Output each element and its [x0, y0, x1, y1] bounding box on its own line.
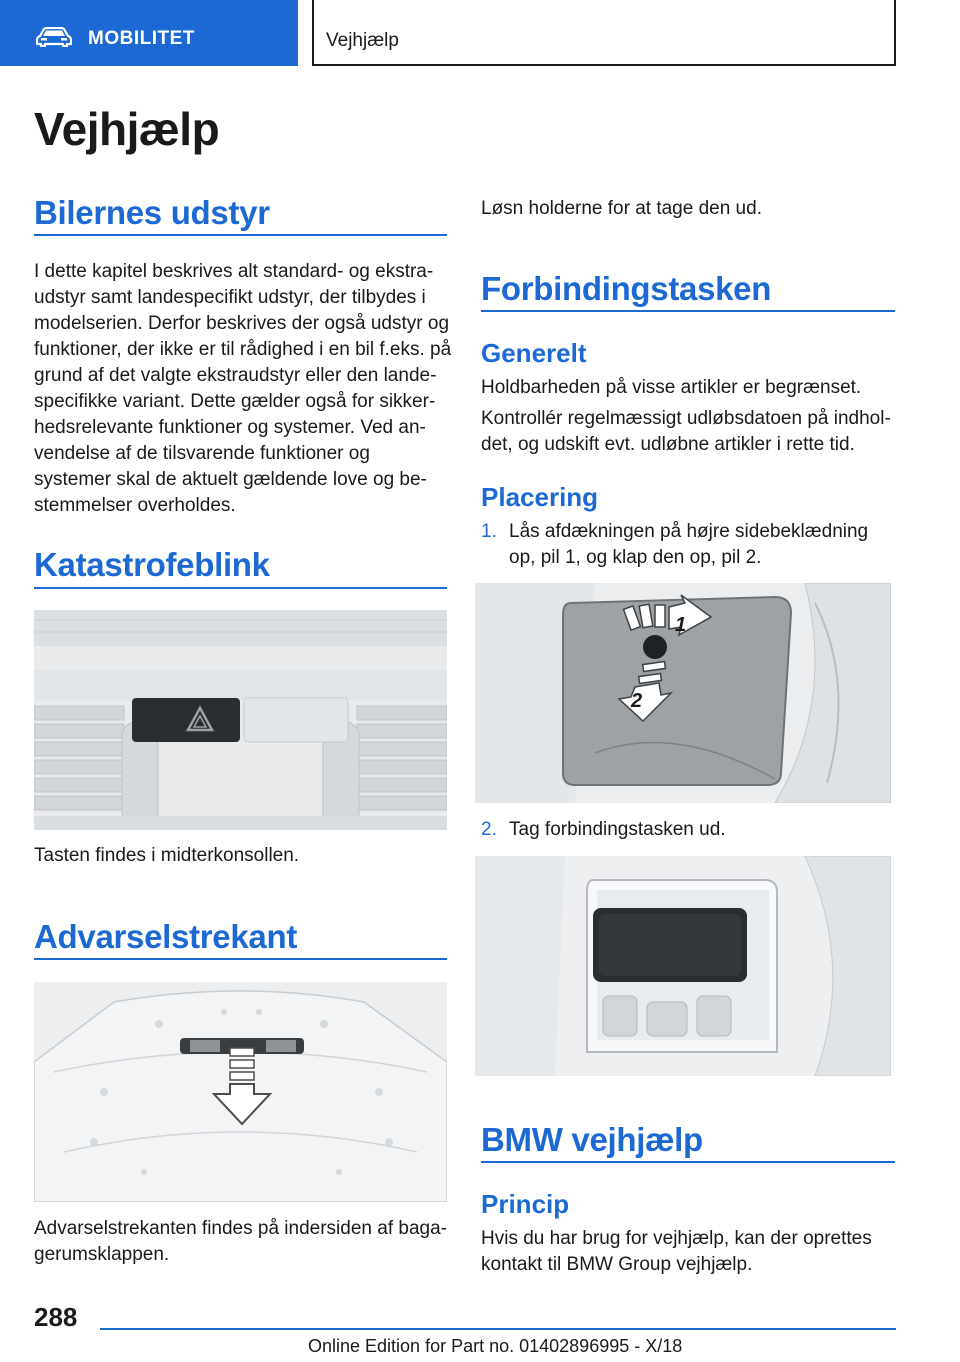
text-line: gerumsklappen.	[34, 1244, 170, 1265]
paragraph-holdbarhed: Holdbarheden på visse artikler er begrænset.	[481, 377, 862, 398]
heading-placering: Placering	[481, 482, 599, 512]
text-line: I dette kapitel beskrives alt standard- og ekstra-	[34, 261, 434, 282]
step-1-text	[509, 519, 899, 571]
heading-katastrofeblink: Katastrofeblink	[34, 546, 270, 583]
heading-generelt: Generelt	[481, 338, 587, 368]
section-tab-label: MOBILITET	[88, 28, 195, 49]
footer-edition: Online Edition for Part no. 01402896995 - X/18	[308, 1336, 683, 1356]
step-number: 2.	[481, 819, 497, 840]
section-tab[interactable]	[0, 0, 298, 66]
text-line: Hvis du har brug for vejhjælp, kan der oprettes	[481, 1228, 872, 1249]
text-line: Kontrollér regelmæssigt udløbsdatoen på indhol-	[481, 408, 891, 429]
text-line: systemer skal de aktuelt gældende love og be-	[34, 469, 427, 490]
paragraph-princip	[481, 1226, 901, 1278]
hazard-button-illustration	[34, 610, 447, 830]
first-aid-kit-illustration	[475, 856, 891, 1076]
text-line: op, pil 1, og klap den op, pil 2.	[509, 547, 762, 568]
footer-rule	[100, 1328, 896, 1330]
heading-rule	[481, 310, 895, 312]
breadcrumb-label: Vejhjælp	[326, 30, 399, 51]
heading-rule	[34, 234, 447, 236]
text-line: vendelse af de tilsvarende funktioner og	[34, 443, 370, 464]
figure-label-2: 2	[631, 690, 643, 712]
step-2-text: Tag forbindingstasken ud.	[509, 819, 726, 840]
caption-katastrofeblink: Tasten findes i midterkonsollen.	[34, 845, 300, 866]
heading-advarselstrekant: Advarselstrekant	[34, 918, 298, 955]
text-line: Lås afdækningen på højre sidebeklædning	[509, 521, 869, 542]
text-line: funktioner, der ikke er til rådighed i en bil f.eks. på	[34, 339, 452, 360]
breadcrumb	[312, 0, 896, 66]
trunk-lid-illustration	[34, 982, 447, 1202]
text-line: specifikke variant. Dette gælder også for sikker-	[34, 391, 436, 412]
intro-text: Løsn holderne for at tage den ud.	[481, 198, 762, 219]
side-trim-cover-illustration	[475, 583, 891, 803]
text-line: Advarselstrekanten findes på indersiden af baga-	[34, 1218, 447, 1239]
page-number: 288	[34, 1302, 78, 1332]
text-line: stemmelser overholdes.	[34, 495, 236, 516]
heading-rule	[34, 958, 447, 960]
heading-bilernes-udstyr: Bilernes udstyr	[34, 194, 270, 231]
figure-label-1: 1	[675, 614, 687, 636]
text-line: hedsrelevante funktioner og systemer. Ved an-	[34, 417, 426, 438]
paragraph-kontroller	[481, 406, 901, 458]
heading-bmw-vejhjaelp: BMW vejhjælp	[481, 1121, 703, 1158]
text-line: kontakt til BMW Group vejhjælp.	[481, 1254, 753, 1275]
caption-advarselstrekant	[34, 1216, 454, 1268]
text-line: modelserien. Derfor beskrives der også udstyr og	[34, 313, 450, 334]
heading-forbindingstasken: Forbindingstasken	[481, 270, 772, 307]
step-number: 1.	[481, 521, 497, 542]
text-line: udstyr samt landespecifikt udstyr, der tilbydes i	[34, 287, 426, 308]
page-title: Vejhjælp	[34, 103, 220, 155]
text-line: grund af det valgte ekstraudstyr eller den lande-	[34, 365, 437, 386]
heading-princip: Princip	[481, 1189, 570, 1219]
text-line: det, og udskift evt. udløbne artikler i rette tid.	[481, 434, 855, 455]
heading-rule	[481, 1161, 895, 1163]
heading-rule	[34, 587, 447, 589]
car-icon	[36, 27, 72, 47]
page-header	[0, 0, 960, 66]
paragraph-bilernes-udstyr	[34, 259, 454, 519]
